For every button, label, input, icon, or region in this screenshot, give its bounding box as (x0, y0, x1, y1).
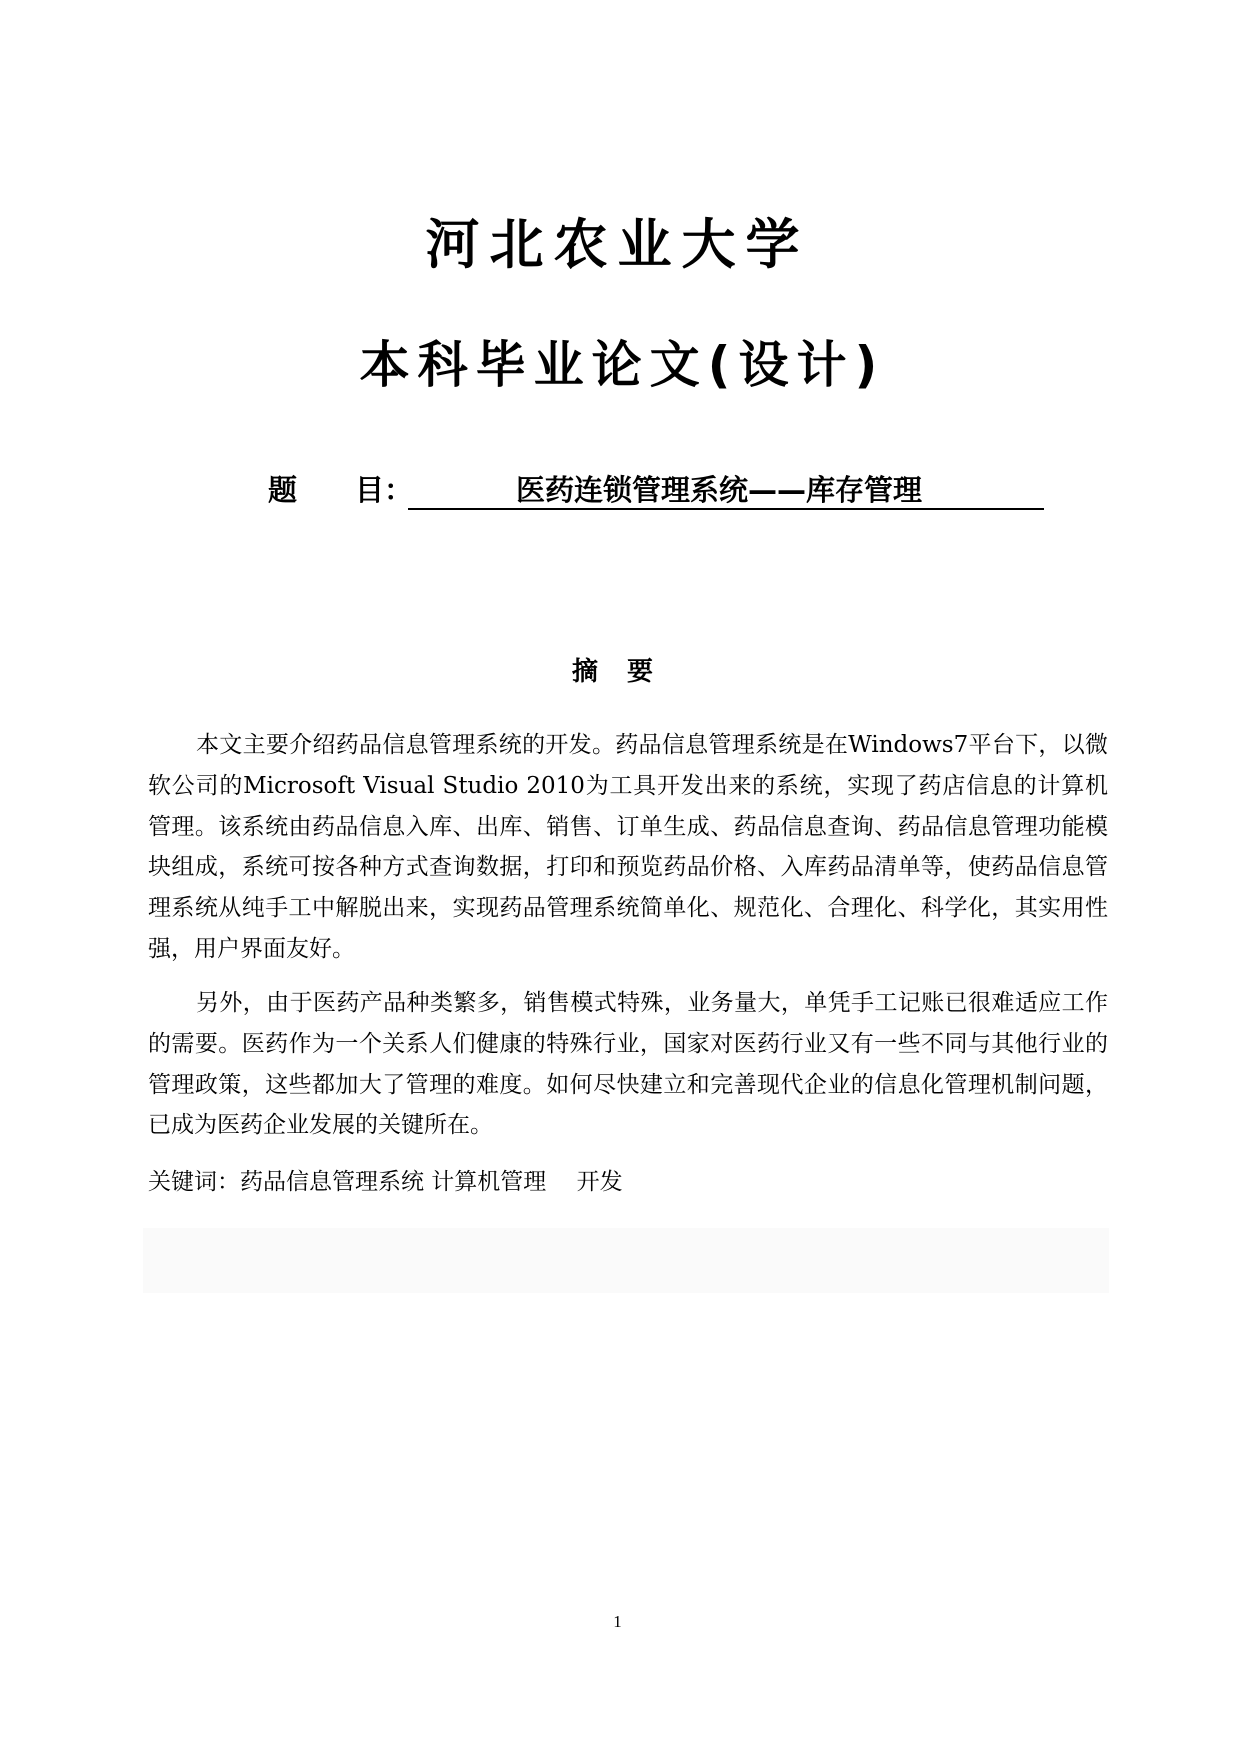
topic-underline (408, 468, 1044, 510)
page-number: 1 (613, 1612, 622, 1631)
blank-region (143, 1228, 1109, 1293)
thesis-type-title: 本科毕业论文(设计) (359, 336, 886, 394)
topic-value: 医药连锁管理系统——库存管理 (516, 473, 923, 507)
university-name: 河北农业大学 (425, 213, 810, 276)
abstract-paragraph-1: 本文主要介绍药品信息管理系统的开发。药品信息管理系统是在Windows7平台下，以微软公司的Microsoft Visual Studio 2010为工具开发出来的系统，实现了药店信息的计算机管理。该系统由药品信息入库、出库、销售、订单生成、药品信息查询、药品信息管理功能模块组成，系统可按各种方式查询数据，打印和预览药品价格、入库药品清单等，使药品信息管理系统从纯手工中解脱出来，实现药品管理系统简单化、规范化、合理化、科学化，其实用性强，用户界面友好。 (148, 732, 1108, 962)
topic-row (268, 468, 1048, 512)
abstract-heading: 摘 要 (571, 657, 664, 687)
abstract-paragraph-2: 另外，由于医药产品种类繁多，销售模式特殊，业务量大，单凭手工记账已很难适应工作的需要。医药作为一个关系人们健康的特殊行业，国家对医药行业又有一些不同与其他行业的管理政策，这些都加大了管理的难度。如何尽快建立和完善现代企业的信息化管理机制问题，已成为医药企业发展的关键所在。 (148, 990, 1108, 1139)
topic-label: 题 目： (268, 473, 414, 507)
keywords-line: 关键词：药品信息管理系统 计算机管理 开发 (148, 1169, 623, 1195)
